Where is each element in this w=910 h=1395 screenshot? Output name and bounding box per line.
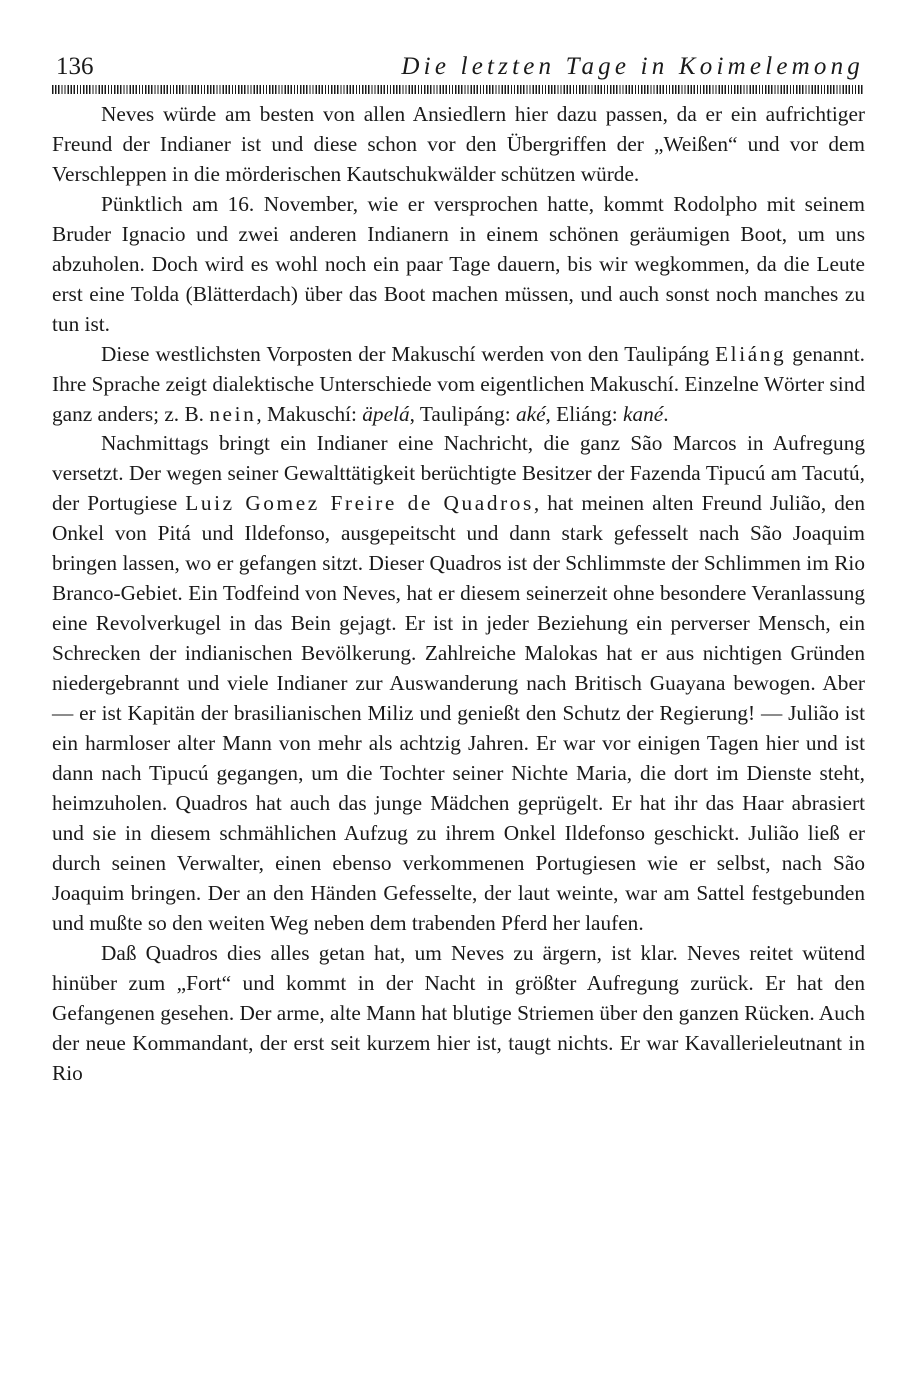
italic-term: kané xyxy=(623,401,664,426)
text-segment: . xyxy=(663,401,669,426)
text-segment: Nachmittags bringt ein Indianer eine Nachricht, die ganz São Marcos in Aufregung versetzt. Der wegen seiner Gewalttätigkeit berüchtigte Besitzer der Fazenda Tipucú am Tacutú, der Portugiese xyxy=(52,431,865,516)
text-segment: Neves würde am besten von allen Ansiedlern hier dazu passen, da er ein aufrichtiger Freund der Indianer ist und diese schon vor den Übergriffen der „Weißen“ und vor dem Verschleppen in die mörderischen Kautschukwälder schützen würde. xyxy=(52,102,865,186)
spaced-term: nein xyxy=(209,401,257,426)
text-segment: , Taulipáng: xyxy=(409,401,516,426)
paragraph xyxy=(52,429,865,938)
text-segment: , Makuschí: xyxy=(256,401,363,426)
text-segment: Diese westlichsten Vorposten der Makuschí werden von den Taulipáng xyxy=(101,341,716,366)
text-segment: , Eliáng: xyxy=(545,401,624,426)
paragraph xyxy=(52,340,865,430)
text-segment: Daß Quadros dies alles getan hat, um Neves zu ärgern, ist klar. Neves reitet wütend hinüber zum „Fort“ und kommt in der Nacht in größter Aufregung zurück. Er hat den Gefangenen gesehen. Der arme, alte Mann hat blutige Striemen über den ganzen Rücken. Auch der neue Kommandant, der erst seit kurzem hier ist, taugt nichts. Er war Kavallerieleutnant in Rio xyxy=(52,940,865,1085)
page-header xyxy=(52,52,864,96)
running-title: Die letzten Tage in Koimelemong xyxy=(401,53,864,80)
paragraph xyxy=(52,190,865,340)
body-text xyxy=(52,100,865,1088)
spaced-name: Luiz Gomez Freire de Quadros xyxy=(185,491,534,516)
italic-term: aké xyxy=(515,401,546,426)
text-segment: Pünktlich am 16. November, wie er versprochen hatte, kommt Rodolpho mit seinem Bruder Ignacio und zwei anderen Indianern in einem schönen geräumigen Boot, um uns abzuholen. Doch wird es wohl noch ein paar Tage dauern, bis wir wegkommen, da die Leute erst eine Tolda (Blätterdach) über das Boot machen müssen, und auch sonst noch manches zu tun ist. xyxy=(52,191,865,336)
paragraph xyxy=(52,939,865,1089)
spaced-term: Eliáng xyxy=(715,341,787,366)
page-number: 136 xyxy=(56,53,94,80)
text-segment: genannt. Ihre Sprache zeigt dialektische Unterschiede vom eigentlichen Makuschí. Einzelne Wörter sind ganz anders; z. B. xyxy=(52,341,865,426)
paragraph xyxy=(52,100,865,190)
text-segment: , hat meinen alten Freund Julião, den Onkel von Pitá und Ildefonso, ausgepeitscht und dann stark gefesselt nach São Joaquim bringen lassen, wo er gefangen sitzt. Dieser Quadros ist der Schlimmste der Schlimmen im Rio Branco-Gebiet. Ein Todfeind von Neves, hat er diesem seinerzeit ohne besondere Veranlassung eine Revolverkugel in das Bein gejagt. Er ist in jeder Beziehung ein perverser Mensch, ein Schrecken der indianischen Bevölkerung. Zahlreiche Malokas hat er aus nichtigen Gründen niedergebrannt und viele Indianer zur Auswanderung nach Britisch Guayana bewogen. Aber — er ist Kapitän der brasilianischen Miliz und genießt den Schutz der Regierung! — Julião ist ein harmloser alter Mann von mehr als achtzig Jahren. Er war vor einigen Tagen hier und ist dann nach Tipucú gegangen, um die Tochter seiner Nichte Maria, die dort im Dienste steht, heimzuholen. Quadros hat auch das junge Mädchen geprügelt. Er hat ihr das Haar abrasiert und sie in diesem schmählichen Aufzug zu ihrem Onkel Ildefonso geschickt. Julião ließ er durch seinen Verwalter, einen ebenso verkommenen Portugiesen wie er selbst, nach São Joaquim bringen. Der an den Händen Gefesselte, der laut weinte, war am Sattel festgebunden und mußte so den weiten Weg neben dem trabenden Pferd her laufen. xyxy=(52,491,865,935)
italic-term: äpelá xyxy=(362,401,410,426)
header-rule xyxy=(52,85,864,94)
